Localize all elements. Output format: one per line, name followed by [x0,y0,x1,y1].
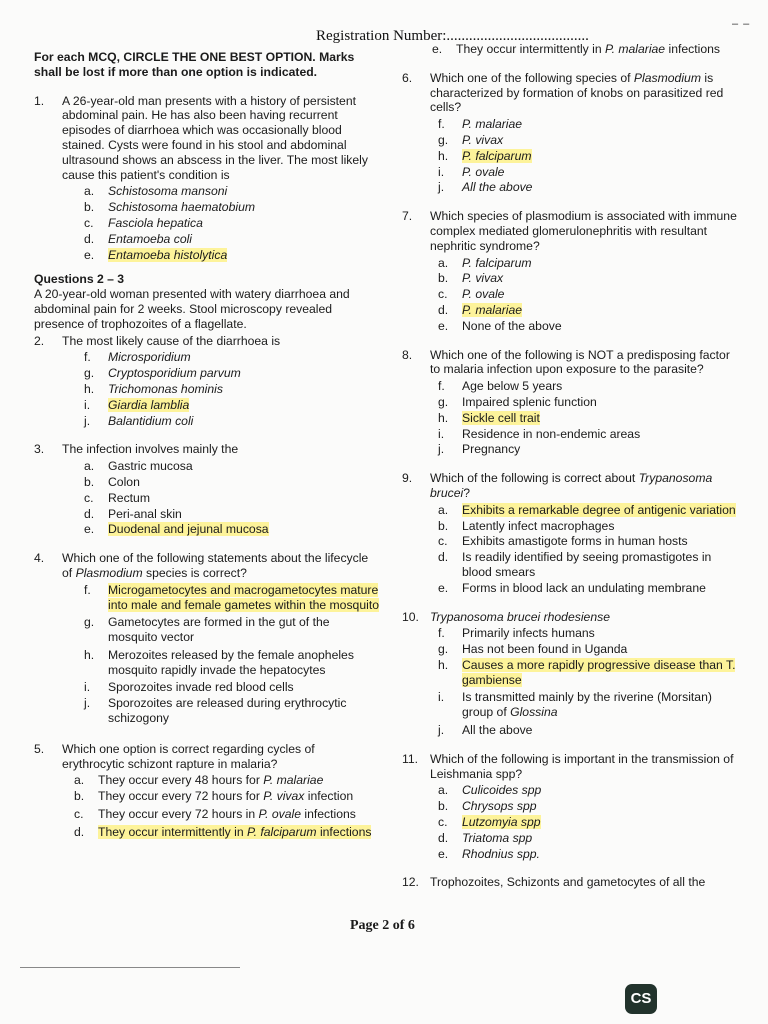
option-highlighted[interactable]: d. They occur intermittently in P. falciparum infections [74,824,372,839]
option[interactable]: e. Forms in blood lack an undulating membrane [438,580,706,595]
option[interactable]: j. Pregnancy [438,442,521,457]
question-2: 2. The most likely cause of the diarrhoea is [34,333,281,348]
question-5: 5. Which one option is correct regarding cycles of erythrocytic schizont rapture in malaria? [34,741,315,771]
option[interactable]: g. Impaired splenic function [438,394,597,409]
question-5-options-continued [432,42,742,57]
question-7-options [438,256,742,334]
option[interactable]: c. P. ovale [438,287,505,302]
question-3-options [84,459,379,537]
option[interactable]: c. Fasciola hepatica [84,215,203,230]
option[interactable]: f. P. malariae [438,117,523,132]
question-3: 3. The infection involves mainly the [34,442,239,457]
option[interactable]: h. Trichomonas hominis [84,381,223,396]
option-highlighted[interactable]: a. Exhibits a remarkable degree of antigenic variation [438,502,736,517]
option-highlighted[interactable]: i. Giardia lamblia [84,397,190,412]
option[interactable]: i. Sporozoites invade red blood cells [84,680,294,695]
option-highlighted[interactable]: e. Entamoeba histolytica [84,247,228,262]
question-4: 4. Which one of the following statements about the lifecycle of Plasmodium species is correct? [34,551,369,580]
question-12: 12. Trophozoites, Schizonts and gametocytes of all the [402,875,706,890]
option[interactable]: d. Peri-anal skin [84,506,182,521]
option[interactable]: j. All the above [438,180,533,195]
option[interactable]: j. Sporozoites are released during erythrocytic schizogony [84,696,347,726]
option[interactable]: f. Primarily infects humans [438,626,595,641]
option[interactable]: a. Culicoides spp [438,783,542,798]
option[interactable]: b. Schistosoma haematobium [84,200,255,215]
question-9-options [438,503,742,596]
option[interactable]: j. All the above [438,723,533,738]
question-7: 7. Which species of plasmodium is associated with immune complex mediated glomerulonephritis with resultant nephritic syndrome? [402,209,737,253]
option[interactable]: g. Cryptosporidium parvum [84,366,241,381]
option[interactable]: j. Balantidium coli [84,413,194,428]
question-8-options [438,379,742,457]
camscanner-badge-icon: CS [625,984,657,1014]
divider-line [20,967,240,968]
questions-2-3-heading: Questions 2 – 3 [34,272,125,287]
option-highlighted[interactable]: h. P. falciparum [438,148,532,163]
option[interactable]: b. Chrysops spp [438,799,537,814]
instructions: For each MCQ, CIRCLE THE ONE BEST OPTION. Marks shall be lost if more than one option is indicated. [34,50,355,79]
option[interactable]: a. Schistosoma mansoni [84,184,228,199]
option[interactable]: f. Age below 5 years [438,379,563,394]
option-highlighted[interactable]: h. Causes a more rapidly progressive disease than T. gambiense [438,657,736,687]
option[interactable]: c. Rectum [84,490,150,505]
option[interactable]: a. They occur every 48 hours for P. malariae [74,773,324,788]
option[interactable]: a. Gastric mucosa [84,459,193,474]
option[interactable]: e. None of the above [438,318,562,333]
question-10-options [438,626,742,738]
option[interactable]: c. They occur every 72 hours in P. ovale infections [74,807,356,822]
right-column [402,42,742,890]
question-5-options [74,773,379,839]
option[interactable]: b. They occur every 72 hours for P. vivax infection [74,789,354,804]
question-8: 8. Which one of the following is NOT a predisposing factor to malaria infection upon exposure to the parasite? [402,347,730,377]
option-highlighted[interactable]: e. Duodenal and jejunal mucosa [84,522,269,537]
option[interactable]: d. Entamoeba coli [84,231,193,246]
registration-number: Registration Number:...................................... [316,28,589,44]
option[interactable]: b. Latently infect macrophages [438,518,615,533]
question-6-options [438,117,742,195]
option[interactable]: e. They occur intermittently in P. malariae infections [432,42,720,56]
option[interactable]: a. P. falciparum [438,255,532,270]
option[interactable]: i. P. ovale [438,164,505,179]
question-11-options [438,783,742,861]
option[interactable]: d. Is readily identified by seeing promastigotes in blood smears [438,550,712,579]
option[interactable]: g. Has not been found in Uganda [438,642,628,657]
option-highlighted[interactable]: f. Microgametocytes and macrogametocytes mature into male and female gametes within the mosquito [84,582,379,612]
question-1-options [84,184,379,262]
option[interactable]: b. P. vivax [438,271,504,286]
option[interactable]: i. Residence in non-endemic areas [438,426,641,441]
left-column [34,50,379,841]
option[interactable]: g. Gametocytes are formed in the gut of the mosquito vector [84,615,330,645]
option-highlighted[interactable]: h. Sickle cell trait [438,410,540,425]
option[interactable]: e. Rhodnius spp. [438,846,540,861]
option[interactable]: h. Merozoites released by the female anopheles mosquito rapidly invade the hepatocytes [84,647,354,677]
option[interactable]: d. Triatoma spp [438,830,533,845]
question-6: 6. Which one of the following species of Plasmodium is characterized by formation of knobs on parasitized red cells? [402,70,724,115]
question-11: 11. Which of the following is important in the transmission of Leishmania spp? [402,751,734,781]
option-highlighted[interactable]: c. Lutzomyia spp [438,815,541,830]
questions-2-3-stem: A 20-year-old woman presented with watery diarrhoea and abdominal pain for 2 weeks. Stool microscopy revealed presence of trophozoites of a flagellate. [34,287,350,331]
question-9: 9. Which of the following is correct about Trypanosoma brucei? [402,471,713,500]
option[interactable]: g. P. vivax [438,132,504,147]
question-4-options [84,583,379,726]
option[interactable]: f. Microsporidium [84,350,191,365]
option[interactable]: i. Is transmitted mainly by the riverine (Morsitan) group of Glossina [438,690,712,720]
option[interactable]: c. Exhibits amastigote forms in human hosts [438,534,688,549]
question-1: 1. A 26-year-old man presents with a history of persistent abdominal pain. He has also been having recurrent episodes of diarrhoea which was occasionally blood stained. Cysts were found in his stool and abdominal ultrasound shows an abscess in the liver. The most likely cause this patient's condition is [34,93,368,182]
corner-mark: – – [732,18,751,30]
page-number: Page 2 of 6 [350,918,415,933]
option[interactable]: b. Colon [84,474,140,489]
question-10: 10. Trypanosoma brucei rhodesiense [402,609,610,624]
question-2-options [84,350,379,428]
option-highlighted[interactable]: d. P. malariae [438,302,523,317]
